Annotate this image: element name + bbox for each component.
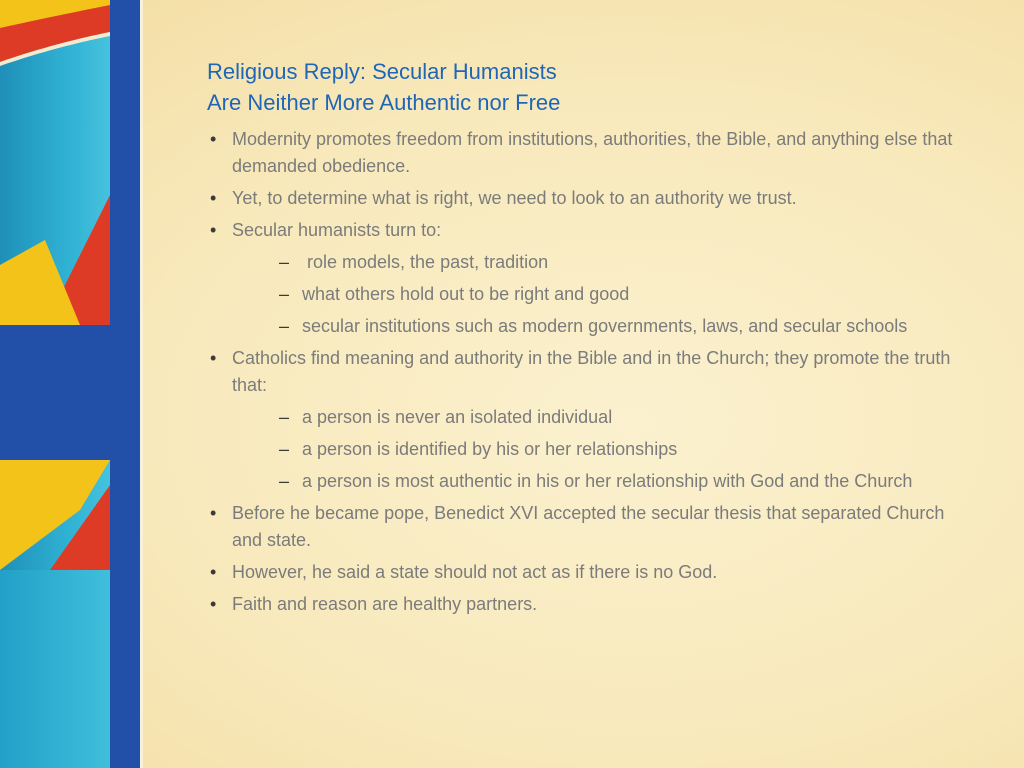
bullet-text: Modernity promotes freedom from institutions, authorities, the Bible, and anything else that demanded obedience. — [232, 129, 953, 176]
sub-bullet-list — [232, 249, 977, 340]
sub-bullet-item — [257, 404, 977, 431]
sub-bullet-text: a person is identified by his or her relationships — [302, 439, 678, 459]
bullet-text: Before he became pope, Benedict XVI accepted the secular thesis that separated Church and state. — [232, 503, 945, 550]
sub-bullet-text: a person is most authentic in his or her relationship with God and the Church — [302, 471, 913, 491]
bullet-item — [207, 559, 977, 586]
bullet-text: Secular humanists turn to: — [232, 220, 442, 240]
sub-bullet-text: a person is never an isolated individual — [302, 407, 613, 427]
bullet-text: Catholics find meaning and authority in the Bible and in the Church; they promote the truth that: — [232, 348, 951, 395]
decorative-sidebar — [0, 0, 150, 768]
sub-bullet-text: role models, the past, tradition — [302, 252, 549, 272]
sub-bullet-item — [257, 249, 977, 276]
bullet-item — [207, 185, 977, 212]
sub-bullet-text: secular institutions such as modern governments, laws, and secular schools — [302, 316, 908, 336]
teal-band-lower — [0, 570, 110, 768]
bullet-text: Faith and reason are healthy partners. — [232, 594, 538, 614]
bullet-list — [207, 126, 977, 623]
blue-band — [0, 325, 110, 460]
sub-bullet-item — [257, 281, 977, 308]
title-line-2: Are Neither More Authentic nor Free — [207, 90, 561, 115]
slide-title — [207, 56, 987, 118]
blue-vertical-stripe — [110, 0, 140, 768]
bullet-item — [207, 126, 977, 180]
bullet-item — [207, 345, 977, 495]
sub-bullet-item — [257, 468, 977, 495]
bullet-text: Yet, to determine what is right, we need to look to an authority we trust. — [232, 188, 797, 208]
title-line-1: Religious Reply: Secular Humanists — [207, 59, 557, 84]
sub-bullet-list — [232, 404, 977, 495]
bullet-item — [207, 217, 977, 340]
bullet-item — [207, 500, 977, 554]
sub-bullet-item — [257, 436, 977, 463]
bullet-item — [207, 591, 977, 618]
divider-line — [140, 0, 143, 768]
sub-bullet-item — [257, 313, 977, 340]
bullet-text: However, he said a state should not act as if there is no God. — [232, 562, 718, 582]
sub-bullet-text: what others hold out to be right and good — [302, 284, 630, 304]
